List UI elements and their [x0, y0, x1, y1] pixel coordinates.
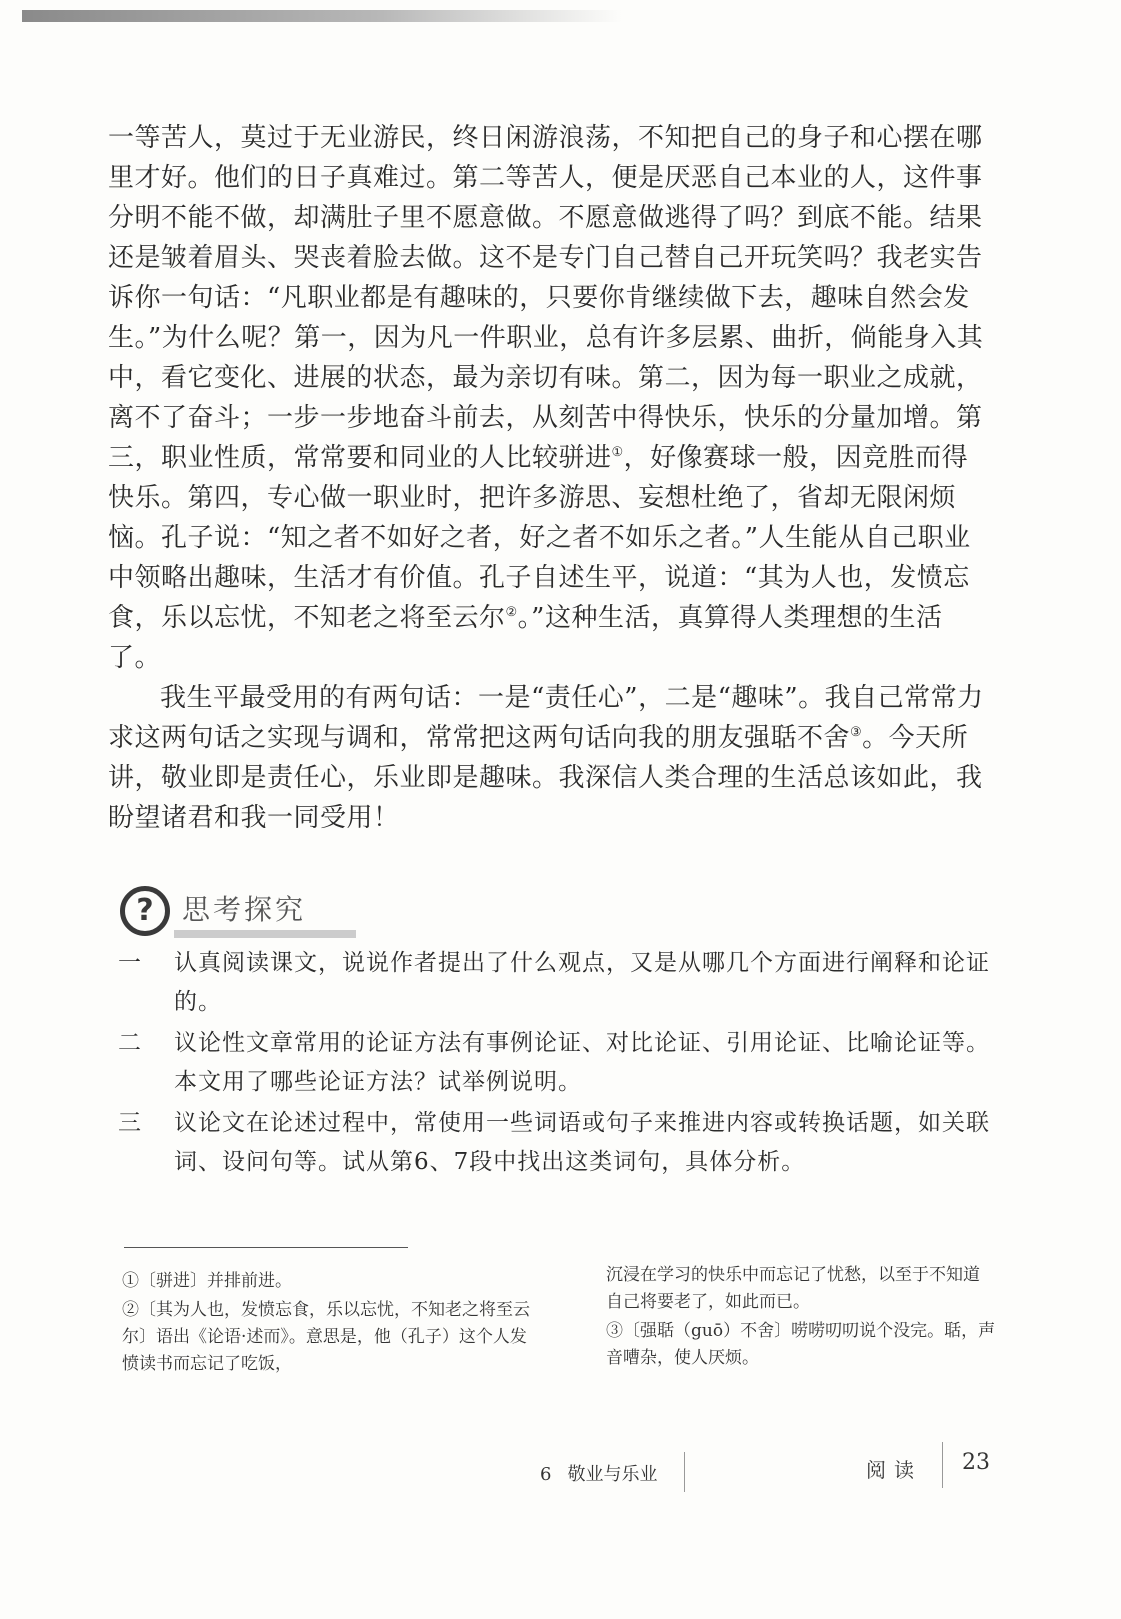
footnote-marker: ②	[505, 605, 518, 620]
paragraph	[108, 678, 988, 838]
footnotes-column-right	[606, 1262, 996, 1374]
footnote-marker: ③	[850, 725, 863, 740]
top-scan-edge	[22, 10, 622, 22]
footnote: ①〔骈进〕并排前进。	[122, 1271, 292, 1291]
question-text: 议论文在论述过程中，常使用一些词语或句子来推进内容或转换话题，如关联词、设问句等。试从第6、7段中找出这类词句，具体分析。	[174, 1110, 990, 1175]
paragraph-text: 。今天所讲，敬业即是责任心，乐业即是趣味。我深信人类合理的生活总该如此，我盼望诸君和我一同受用！	[108, 723, 983, 833]
lesson-number: 6	[540, 1464, 552, 1485]
question-text: 认真阅读课文，说说作者提出了什么观点，又是从哪几个方面进行阐释和论证的。	[174, 950, 990, 1015]
footer-divider	[942, 1442, 943, 1488]
paragraph	[108, 118, 988, 678]
footer-divider	[684, 1452, 685, 1492]
question-number: 三	[118, 1110, 142, 1136]
footnote-marker: ①	[611, 445, 624, 460]
body-text	[108, 118, 988, 838]
footnote: ②〔其为人也，发愤忘食，乐以忘忧，不知老之将至云尔〕语出《论语·述而》。意思是，他（孔子）这个人发愤读书而忘记了吃饭，	[122, 1300, 530, 1374]
question-number: 一	[118, 950, 142, 976]
page-number: 23	[962, 1450, 990, 1475]
question-number: 二	[118, 1030, 142, 1056]
lesson-title: 敬业与乐业	[567, 1464, 658, 1485]
question-item	[118, 1104, 998, 1182]
paragraph-text: ，好像赛球一般，因竞胜而得快乐。第四，专心做一职业时，把许多游思、妄想杜绝了，省却无限闲烦恼。孔子说：“知之者不如好之者，好之者不如乐之者。”人生能从自己职业中领略出趣味，生活才有价值。孔子自述生平，说道：“其为人也，发愤忘食，乐以忘忧，不知老之将至云尔	[108, 443, 971, 633]
paragraph-text: 一等苦人，莫过于无业游民，终日闲游浪荡，不知把自己的身子和心摆在哪里才好。他们的日子真难过。第二等苦人，便是厌恶自己本业的人，这件事分明不能不做，却满肚子里不愿意做。不愿意做逃得了吗？到底不能。结果还是皱着眉头、哭丧着脸去做。这不是专门自己替自己开玩笑吗？我老实告诉你一句话：“凡职业都是有趣味的，只要你肯继续做下去，趣味自然会发生。”为什么呢？第一，因为凡一件职业，总有许多层累、曲折，倘能身入其中，看它变化、进展的状态，最为亲切有味。第二，因为每一职业之成就，离不了奋斗；一步一步地奋斗前去，从刻苦中得快乐，快乐的分量加增。第三，职业性质，常常要和同业的人比较骈进	[108, 123, 984, 473]
footnotes-column-left	[122, 1268, 542, 1380]
footnote-divider	[124, 1247, 408, 1248]
section-header	[112, 880, 372, 946]
paragraph-text: 我生平最受用的有两句话：一是“责任心”，二是“趣味”。我自己常常力求这两句话之实现与调和，常常把这两句话向我的朋友强聒不舍	[108, 683, 984, 753]
paragraph-text: 。”这种生活，真算得人类理想的生活了。	[108, 603, 943, 673]
footnote-continuation: 沉浸在学习的快乐中而忘记了忧愁，以至于不知道自己将要老了，如此而已。	[606, 1265, 980, 1312]
question-list	[118, 944, 998, 1184]
section-title: 思考探究	[182, 893, 307, 926]
question-item	[118, 1024, 998, 1102]
footer-section-label: 阅读	[866, 1458, 922, 1482]
footnote: ③〔强聒（guō）不舍〕唠唠叨叨说个没完。聒，声音嘈杂，使人厌烦。	[606, 1321, 996, 1368]
question-text: 议论性文章常用的论证方法有事例论证、对比论证、引用论证、比喻论证等。本文用了哪些论证方法？试举例说明。	[174, 1030, 990, 1095]
question-mark-icon: ?	[120, 886, 170, 936]
footer-lesson	[540, 1460, 657, 1486]
question-item	[118, 944, 998, 1022]
section-underline	[174, 930, 356, 938]
